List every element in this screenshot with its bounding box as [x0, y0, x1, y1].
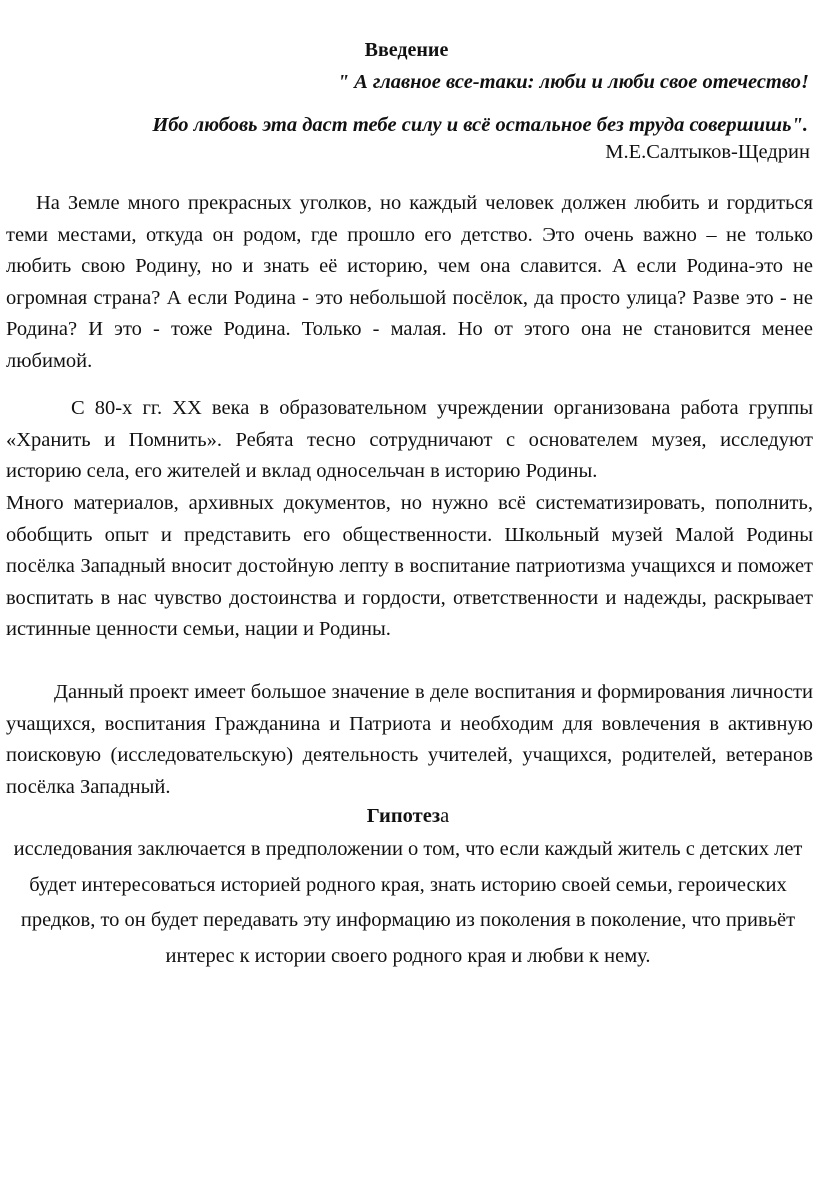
paragraph-homeland: На Земле много прекрасных уголков, но каждый человек должен любить и гордиться теми местами, откуда он родом, где прошло его детство. Это очень важно – не только любить свою Родину, но и знать её историю, чем она славится. А если Родина-это не огромная страна? А если Родина - это небольшой посёлок, да просто улица? Разве это - не Родина? И это - тоже Родина. Только - малая. Но от этого она не становится менее любимой.	[6, 192, 813, 372]
hypothesis-text: исследования заключается в предположении о том, что если каждый житель с детских лет будет интересоваться историей родного края, знать историю своей семьи, героических предков, то он будет передавать эту информацию из поколения в поколение, что привьёт интерес к истории своего родного края и любви к нему.	[13, 838, 803, 967]
paragraph-museum: Много материалов, архивных документов, но нужно всё систематизировать, пополнить, обобщить опыт и представить его общественности. Школьный музей Малой Родины посёлка Западный вносит достойную лепту в воспитание патриотизма учащихся и поможет воспитать в нас чувство достоинства и гордости, ответственности и надежды, раскрывает истинные ценности семьи, нации и Родины.	[6, 492, 813, 641]
epigraph-line-1: " А главное все-таки: люби и люби свое отечество!	[337, 71, 809, 93]
epigraph-author: М.Е.Салтыков-Щедрин	[605, 141, 810, 163]
paragraph-group-history: С 80-х гг. XX века в образовательном учреждении организована работа группы «Хранить и Помнить». Ребята тесно сотрудничают с основателем музея, исследуют историю села, его жителей и вклад односельчан в историю Родины.	[6, 397, 813, 483]
epigraph-line-2: Ибо любовь эта даст тебе силу и всё остальное без труда совершишь".	[152, 114, 808, 136]
hypothesis-heading-rest: а	[440, 805, 450, 827]
paragraph-project: Данный проект имеет большое значение в деле воспитания и формирования личности учащихся, воспитания Гражданина и Патриота и необходим для вовлечения в активную поисковую (исследовательскую) деятельность учителей, учащихся, родителей, ветеранов посёлка Западный.	[6, 681, 813, 798]
document-title: Введение	[364, 39, 449, 61]
hypothesis-heading-bold: Гипотез	[366, 805, 441, 827]
hypothesis-heading	[0, 803, 816, 829]
